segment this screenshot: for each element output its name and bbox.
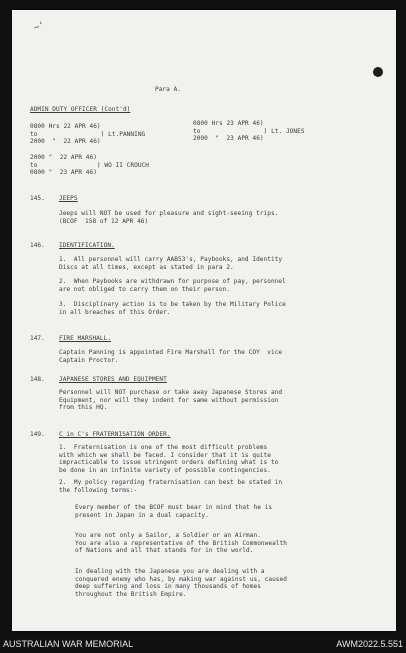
section-149-para-2: 2. My policy regarding fraternisation can best be stated in the following terms:- [59, 479, 283, 494]
institution-label: AUSTRALIAN WAR MEMORIAL [3, 639, 134, 649]
section-147-heading: FIRE MARSHALL. [59, 335, 112, 342]
section-149-para-1: 1. Fraternisation is one of the most difficult problems with which we shall be faced. I consider that it is quite impracticable to issue stringent orders defining what is to be done in an infinite variety of possible contingencies. [59, 444, 279, 474]
section-145-heading: JEEPS [59, 195, 78, 202]
section-147-body: Captain Panning is appointed Fire Marshall for the COY vice Captain Proctor. [59, 349, 283, 364]
accession-number: AWM2022.5.551 [336, 639, 403, 649]
pencil-mark: ~' [32, 20, 47, 34]
section-146-heading: IDENTIFICATION. [59, 242, 115, 249]
para-label: Para A. [155, 86, 182, 93]
section-145-body: Jeeps will NOT be used for pleasure and sight-seeing trips. (BCOF 158 of 12 APR 46) [59, 210, 279, 225]
section-148-number: 148. [30, 376, 45, 383]
section-149-number: 149. [30, 431, 45, 438]
duty-heading: ADMIN DUTY OFFICER (Cont'd) [30, 106, 131, 113]
section-149-quote-3: In dealing with the Japanese you are dealing with a conquered enemy who has, by making war against us, caused deep suffering and loss in many thousands of homes throughout the British Empire. [75, 568, 287, 598]
section-148-body: Personnel will NOT purchase or take away Japanese Stores and Equipment, nor will they indent for same without permission from this HQ. [59, 389, 283, 412]
section-147-number: 147. [30, 335, 45, 342]
document-page [12, 10, 396, 631]
section-149-quote-1: Every member of the BCOF must bear in mind that he is present in Japan in a dual capacity. [75, 504, 273, 519]
section-149-heading: C in C's FRATERNISATION ORDER. [59, 431, 171, 438]
punch-hole [373, 67, 383, 77]
section-146-para-3: 3. Disciplinary action is to be taken by the Military Police in all breaches of this Order. [59, 301, 286, 316]
duty-roster-3: 0800 Hrs 23 APR 46) to ) Lt. JONES 2000 " 23 APR 46) [193, 120, 305, 143]
duty-roster-1: 0800 Hrs 22 APR 46) to ) Lt.PANNING 2000 " 22 APR 46) [30, 123, 146, 146]
section-146-para-1: 1. All personnel will carry AAB53's, Paybooks, and Identity Discs at all times, except as stated in para 2. [59, 256, 283, 271]
section-149-quote-2: You are not only a Sailor, a Soldier or an Airman. You are also a representative of the British Commonwealth of Nations and all that stands for in the world. [75, 532, 287, 555]
section-146-number: 146. [30, 242, 45, 249]
section-148-heading: JAPANESE STORES AND EQUIPMENT [59, 376, 167, 383]
archive-footer [0, 636, 406, 653]
section-145-number: 145. [30, 195, 45, 202]
section-146-para-2: 2. When Paybooks are withdrawn for purpose of pay, personnel are not obliged to carry them on their person. [59, 278, 286, 293]
duty-roster-2: 2000 " 22 APR 46) to ) WO II CROUCH 0800 " 23 APR 46) [30, 154, 149, 177]
